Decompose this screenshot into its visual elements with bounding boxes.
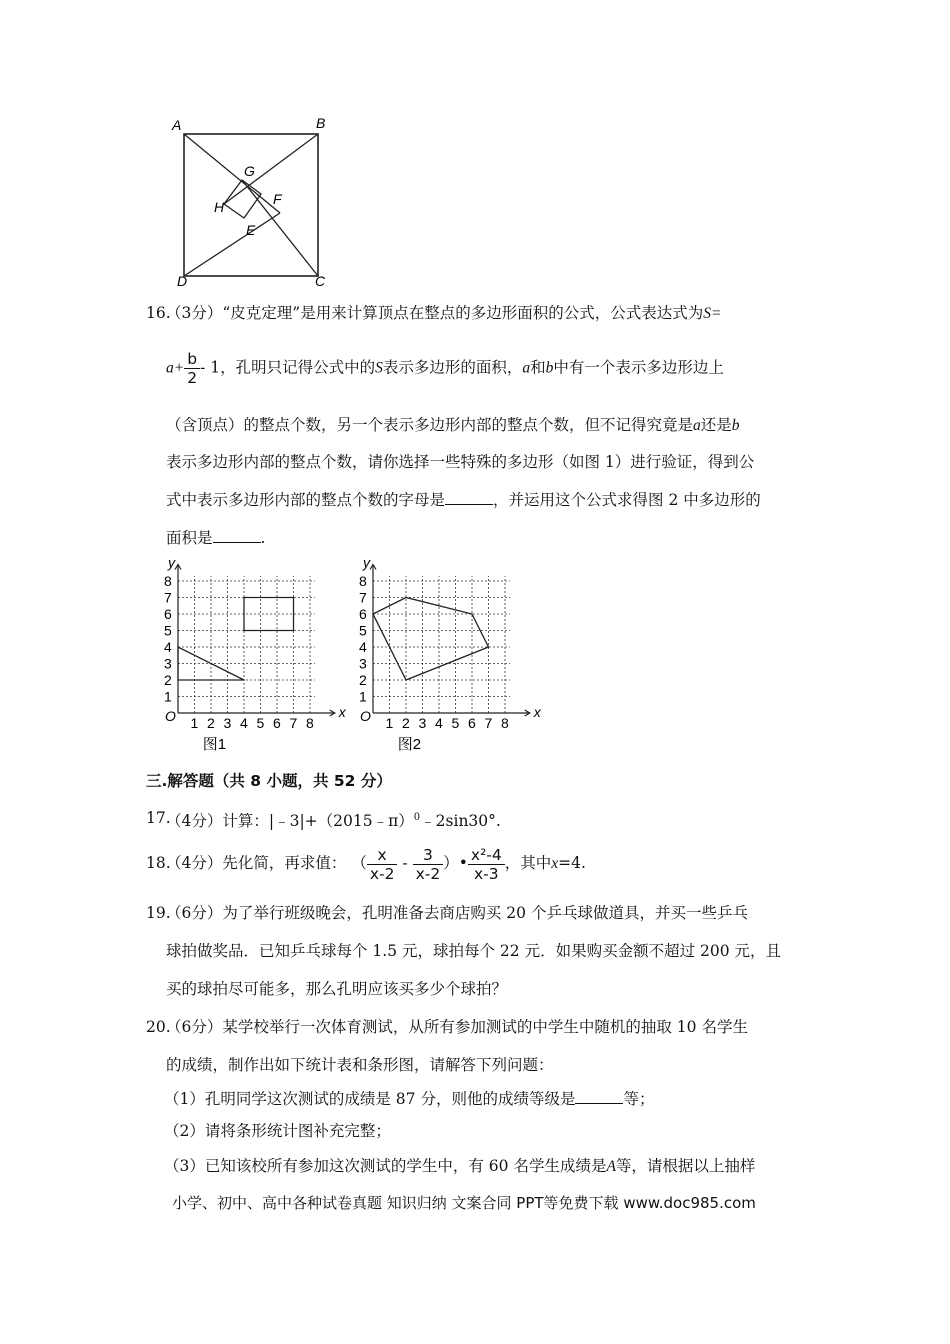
q20-sub1: （1）孔明同学这次测试的成绩是 87 分，则他的成绩等级是 等；	[164, 1090, 655, 1108]
x-tick-label: 6	[273, 715, 281, 731]
x-tick-label: 5	[256, 715, 265, 731]
figure-caption: 图2	[397, 736, 422, 753]
x-tick-label: 3	[418, 715, 427, 731]
figure-2-graph	[355, 554, 541, 758]
q18-text: （4分）先化简，再求值： （ $\frac{x}{x-2}$ - $\frac{3}{x-2}$ ）• $\frac{\text{x²-4}}{x-3}$ ，其中x=4.	[166, 845, 586, 883]
y-tick-label: 4	[359, 639, 367, 655]
q16-line3: （含顶点）的整点个数，另一个表示多边形内部的整点个数，但不记得究竟是a还是b	[166, 416, 740, 434]
figure-1-graph	[160, 554, 346, 758]
square-figure	[160, 110, 350, 290]
y-tick-label: 5	[164, 622, 172, 639]
x-tick-label: 1	[190, 715, 199, 731]
label-B: B	[316, 115, 326, 131]
origin-label: O	[165, 708, 176, 724]
q19-line1: （6分）为了举行班级晚会，孔明准备去商店购买 20 个乒乓球做道具，并买一些乒乓	[166, 904, 748, 922]
y-tick-label: 8	[164, 573, 172, 589]
x-tick-label: 8	[306, 715, 314, 731]
fraction-b-over-2: $\frac{b}{2}$	[184, 350, 200, 387]
q19-line3: 买的球拍尽可能多，那么孔明应该买多少个球拍？	[166, 980, 508, 998]
answer-blank-1	[445, 490, 493, 505]
y-tick-label: 4	[164, 639, 172, 655]
q20-sub2: （2）请将条形统计图补充完整；	[164, 1122, 391, 1140]
q16-line5: 式中表示多边形内部的整点个数的字母是 ，并运用这个公式求得图 2 中多边形的	[166, 491, 761, 509]
origin-label: O	[360, 708, 371, 724]
q17-text: （4分）计算：|﹣3|+（2015﹣π）$^0$﹣2sin30°.	[166, 812, 501, 831]
x-axis-label: x	[338, 704, 346, 720]
q19-number: 19.	[146, 904, 171, 922]
q16-line6: 面积是 .	[166, 529, 266, 547]
pentagon-shape	[373, 598, 489, 681]
x-tick-label: 2	[207, 715, 215, 731]
y-tick-label: 7	[164, 589, 172, 606]
y-tick-label: 1	[164, 688, 172, 705]
x-axis-label: x	[533, 704, 541, 720]
y-tick-label: 2	[164, 672, 172, 688]
answer-blank-3	[575, 1089, 623, 1104]
label-C: C	[315, 273, 326, 289]
q18-number: 18.	[146, 854, 171, 872]
x-tick-label: 4	[435, 715, 443, 731]
q20-sub3: （3）已知该校所有参加这次测试的学生中，有 60 名学生成绩是A等，请根据以上抽样	[164, 1157, 756, 1175]
answer-blank-2	[213, 528, 261, 543]
q16-line1: （3分）“皮克定理”是用来计算顶点在整点的多边形面积的公式，公式表达式为S=	[166, 304, 722, 322]
label-G: G	[244, 163, 255, 179]
x-tick-label: 3	[223, 715, 232, 731]
section-3-heading: 三.解答题（共 8 小题，共 52 分）	[146, 772, 392, 790]
q16-line2: a+ $\frac{b}{2}$ - 1，孔明只记得公式中的S表示多边形的面积，a和b中有一个表示多边形边上	[166, 350, 724, 387]
y-tick-label: 3	[164, 655, 172, 672]
x-tick-label: 6	[468, 715, 476, 731]
q20-number: 20.	[146, 1018, 171, 1036]
q20-line2: 的成绩，制作出如下统计表和条形图，请解答下列问题：	[166, 1056, 554, 1074]
label-F: F	[273, 191, 282, 207]
x-tick-label: 4	[240, 715, 248, 731]
y-tick-label: 1	[359, 688, 367, 705]
x-tick-label: 1	[385, 715, 394, 731]
footer-text: 小学、初中、高中各种试卷真题 知识归纳 文案合同 PPT等免费下载 www.doc985.com	[172, 1194, 756, 1212]
y-tick-label: 6	[359, 606, 367, 622]
y-axis-label: y	[363, 554, 370, 571]
q16-line4: 表示多边形内部的整点个数，请你选择一些特殊的多边形（如图 1）进行验证，得到公	[166, 453, 755, 471]
x-tick-label: 8	[501, 715, 509, 731]
x-tick-label: 2	[402, 715, 410, 731]
x-tick-label: 7	[289, 715, 298, 731]
q19-line2: 球拍做奖品．已知乒乓球每个 1.5 元，球拍每个 22 元．如果购买金额不超过 200 元，且	[166, 942, 782, 960]
y-tick-label: 8	[359, 573, 367, 589]
x-tick-label: 5	[451, 715, 460, 731]
label-D: D	[177, 273, 188, 289]
label-H: H	[214, 199, 225, 215]
figure-caption: 图1	[202, 736, 227, 753]
q17-number: 17.	[146, 809, 171, 827]
x-tick-label: 7	[484, 715, 493, 731]
q20-line1: （6分）某学校举行一次体育测试，从所有参加测试的中学生中随机的抽取 10 名学生	[166, 1018, 748, 1036]
label-A: A	[172, 117, 182, 133]
y-tick-label: 3	[359, 655, 367, 672]
label-E: E	[246, 222, 256, 238]
y-tick-label: 7	[359, 589, 367, 606]
y-tick-label: 2	[359, 672, 367, 688]
y-tick-label: 6	[164, 606, 172, 622]
y-axis-label: y	[168, 554, 175, 571]
y-tick-label: 5	[359, 622, 367, 639]
q16-number: 16.	[146, 304, 171, 322]
